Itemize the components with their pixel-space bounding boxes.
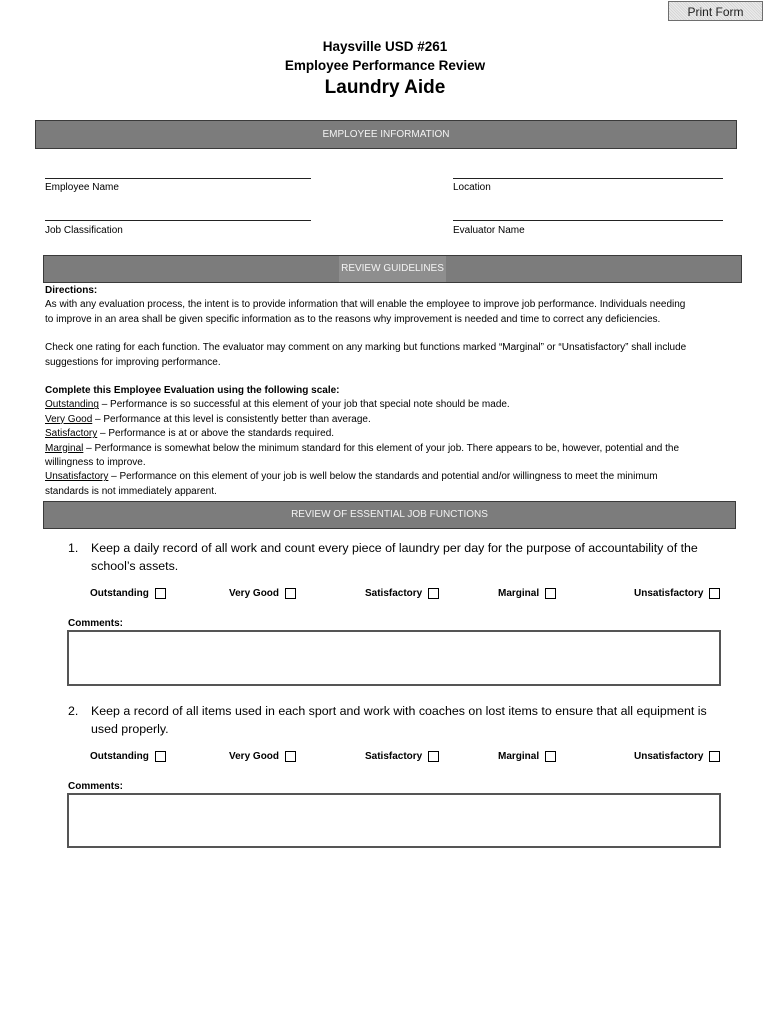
function-text: [91, 702, 741, 738]
scale-desc: – Performance on this element of your job is well below the standards and potential and/or willingness to meet the minimum: [108, 471, 658, 483]
scale-item: [45, 470, 735, 484]
job-classification-label: Job Classification: [45, 225, 123, 236]
rating-checkbox[interactable]: [428, 751, 439, 762]
function-line: used properly.: [91, 722, 169, 736]
scale-item: [45, 413, 735, 427]
check-text: suggestions for improving performance.: [45, 356, 221, 368]
job-functions-header: [43, 501, 736, 529]
position-title: Laundry Aide: [324, 77, 446, 98]
guidelines-text: [45, 284, 735, 499]
scale-desc: standards is not immediately apparent.: [45, 485, 217, 497]
rating-satisfactory[interactable]: [365, 588, 439, 599]
rating-checkbox[interactable]: [285, 588, 296, 599]
rating-marginal[interactable]: [498, 751, 556, 762]
rating-label: Marginal: [498, 751, 540, 762]
district-title: Haysville USD #261: [322, 39, 448, 54]
form-title: Employee Performance Review: [284, 58, 486, 73]
review-guidelines-header: [43, 255, 742, 283]
employee-info-label: EMPLOYEE INFORMATION: [322, 129, 450, 140]
rating-label: Outstanding: [90, 751, 149, 762]
comments-box[interactable]: [67, 630, 721, 686]
scale-item: [45, 485, 735, 499]
employee-name-line[interactable]: [45, 178, 311, 179]
scale-item: [45, 442, 735, 456]
location-line[interactable]: [453, 178, 723, 179]
scale-term: Satisfactory: [45, 428, 98, 440]
directions-heading: Directions:: [45, 285, 98, 296]
function-line: Keep a daily record of all work and count every piece of laundry per day for the purpose of accountability of the: [91, 541, 698, 555]
check-text: Check one rating for each function. The evaluator may comment on any marking but functions marked “Marginal” or “Unsatisfactory” shall include: [45, 342, 687, 354]
function-text: [91, 539, 741, 575]
job-classification-line[interactable]: [45, 220, 311, 221]
function-number: 1.: [68, 541, 79, 555]
function-line: Keep a record of all items used in each sport and work with coaches on lost items to ensure that all equipment is: [91, 704, 707, 718]
job-functions-label: REVIEW OF ESSENTIAL JOB FUNCTIONS: [291, 509, 488, 520]
rating-checkbox[interactable]: [545, 588, 556, 599]
comments-box[interactable]: [67, 793, 721, 848]
scale-desc: – Performance is somewhat below the minimum standard for this element of your job. There appears to be, however, potential and the: [83, 442, 680, 454]
rating-checkbox[interactable]: [709, 588, 720, 599]
evaluator-name-line[interactable]: [453, 220, 723, 221]
rating-unsatisfactory[interactable]: [634, 751, 720, 762]
rating-checkbox[interactable]: [285, 751, 296, 762]
location-label: Location: [453, 182, 491, 193]
comments-label: Comments:: [68, 781, 124, 792]
scale-term: Very Good: [45, 413, 93, 425]
rating-checkbox[interactable]: [428, 588, 439, 599]
rating-very-good[interactable]: [229, 751, 296, 762]
scale-heading: Complete this Employee Evaluation using the following scale:: [45, 385, 340, 397]
scale-term: Marginal: [45, 442, 84, 454]
rating-label: Very Good: [229, 751, 280, 762]
rating-label: Satisfactory: [365, 588, 423, 599]
rating-checkbox[interactable]: [545, 751, 556, 762]
evaluator-name-label: Evaluator Name: [453, 225, 525, 236]
rating-checkbox[interactable]: [155, 588, 166, 599]
rating-checkbox[interactable]: [155, 751, 166, 762]
scale-desc: willingness to improve.: [45, 457, 146, 469]
rating-checkbox[interactable]: [709, 751, 720, 762]
directions-text: to improve in an area shall be given specific information as to the reasons why improvement is needed and time to correct any deficiencies.: [45, 313, 661, 325]
scale-desc: – Performance at this level is consistently better than average.: [92, 413, 371, 425]
function-line: school’s assets.: [91, 559, 179, 573]
scale-desc: – Performance is so successful at this element of your job that special note should be made.: [98, 399, 510, 411]
employee-info-header: [35, 120, 737, 149]
scale-item: [45, 427, 735, 441]
rating-label: Outstanding: [90, 588, 149, 599]
rating-label: Marginal: [498, 588, 540, 599]
review-guidelines-label: REVIEW GUIDELINES: [339, 256, 446, 282]
employee-name-label: Employee Name: [45, 182, 119, 193]
comments-label: Comments:: [68, 618, 124, 629]
function-number: 2.: [68, 704, 79, 718]
scale-term: Outstanding: [45, 399, 99, 411]
directions-text: As with any evaluation process, the intent is to provide information that will enable the employee to improve job performance. Individuals needing: [45, 299, 686, 311]
rating-very-good[interactable]: [229, 588, 296, 599]
rating-marginal[interactable]: [498, 588, 556, 599]
scale-term: Unsatisfactory: [45, 471, 109, 483]
rating-label: Unsatisfactory: [634, 588, 704, 599]
rating-label: Unsatisfactory: [634, 751, 704, 762]
scale-desc: – Performance is at or above the standards required.: [97, 428, 335, 440]
scale-item: [45, 398, 735, 412]
rating-outstanding[interactable]: [90, 751, 166, 762]
rating-label: Very Good: [229, 588, 280, 599]
rating-satisfactory[interactable]: [365, 751, 439, 762]
rating-unsatisfactory[interactable]: [634, 588, 720, 599]
rating-outstanding[interactable]: [90, 588, 166, 599]
rating-label: Satisfactory: [365, 751, 423, 762]
scale-item: [45, 456, 735, 470]
print-form-button[interactable]: Print Form: [668, 1, 763, 21]
